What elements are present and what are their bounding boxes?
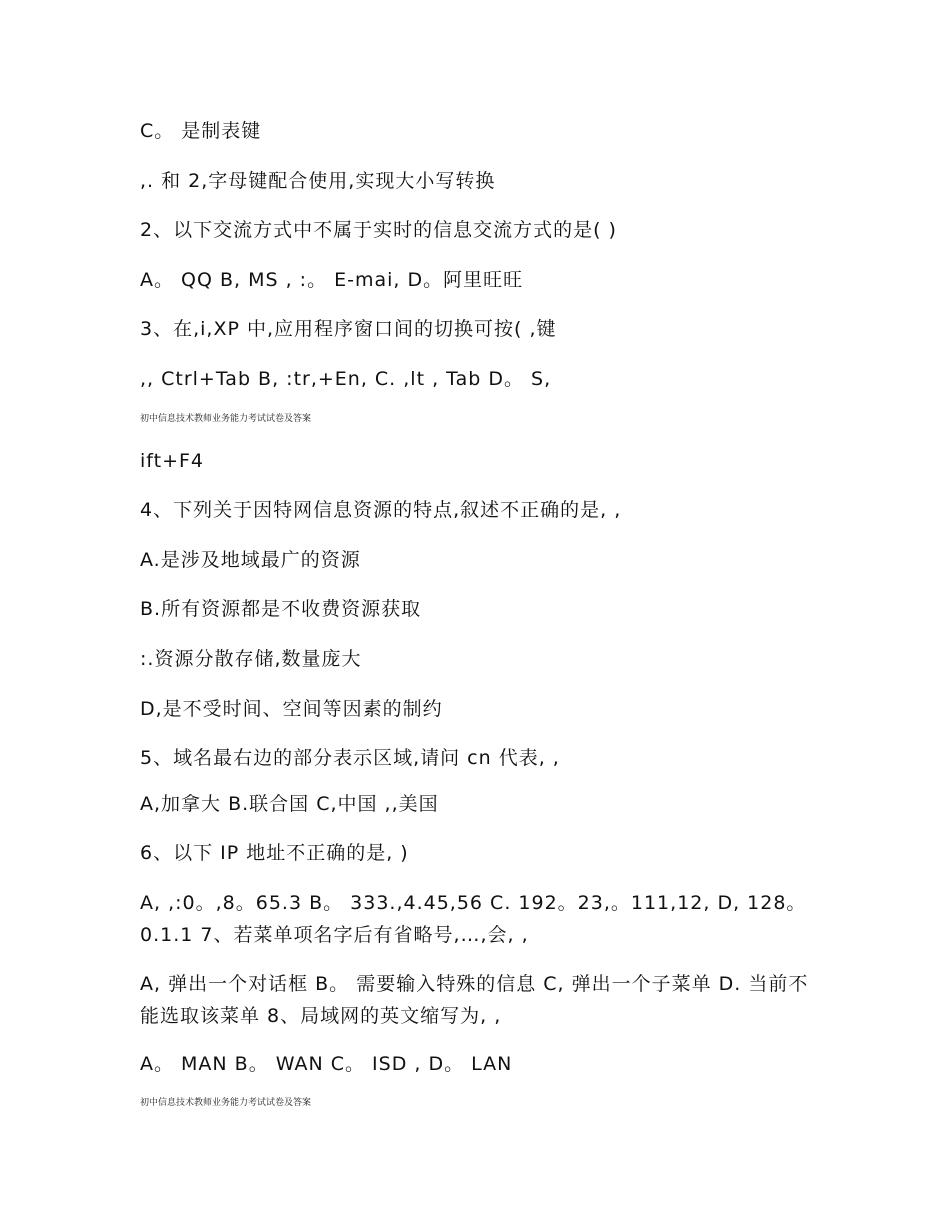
question-4-option-b: B.所有资源都是不收费资源获取 [140, 598, 422, 620]
question-5-options: A,加拿大 B.联合国 C,中国 ,,美国 [140, 793, 439, 815]
question-7-options: A, 弹出一个对话框 B。 需要输入特殊的信息 C, 弹出一个子菜单 D. 当前不能选取该菜单 8、局域网的英文缩写为, , [140, 973, 809, 1027]
question-3-options-cont: ift+F4 [140, 450, 205, 472]
page-footer-1: 初中信息技术教师业务能力考试试卷及答案 [140, 414, 312, 424]
question-4-option-c: :.资源分散存储,数量庞大 [140, 648, 362, 670]
question-5: 5、域名最右边的部分表示区域,请问 cn 代表, , [140, 747, 560, 769]
page-footer-2: 初中信息技术教师业务能力考试试卷及答案 [140, 1098, 312, 1108]
text-line-2: ,. 和 2,字母键配合使用,实现大小写转换 [140, 170, 496, 192]
question-6-options: A, ,:0。,8。65.3 B。 333.,4.45,56 C. 192。23,。111,12, D, 128。0.1.1 7、若菜单项名字后有省略号,…,会, , [140, 892, 807, 946]
question-3: 3、在,i,XP 中,应用程序窗口间的切换可按( ,键 [140, 318, 557, 340]
question-2: 2、以下交流方式中不属于实时的信息交流方式的是( ) [140, 219, 617, 241]
question-3-options: ,, Ctrl+Tab B, :tr,+En, C. ,lt , Tab D。 S, [140, 368, 552, 390]
question-4-option-a: A.是涉及地域最广的资源 [140, 549, 361, 571]
question-8-options: A。 MAN B。 WAN C。 ISD , D。 LAN [140, 1053, 513, 1075]
question-4-option-d: D,是不受时间、空间等因素的制约 [140, 698, 443, 720]
question-4: 4、下列关于因特网信息资源的特点,叙述不正确的是, , [140, 499, 622, 521]
question-2-options: A。 QQ B, MS , :。 E-mai, D。阿里旺旺 [140, 269, 524, 291]
question-6: 6、以下 IP 地址不正确的是, ) [140, 842, 409, 864]
text-line-1: C。 是制表键 [140, 120, 262, 142]
